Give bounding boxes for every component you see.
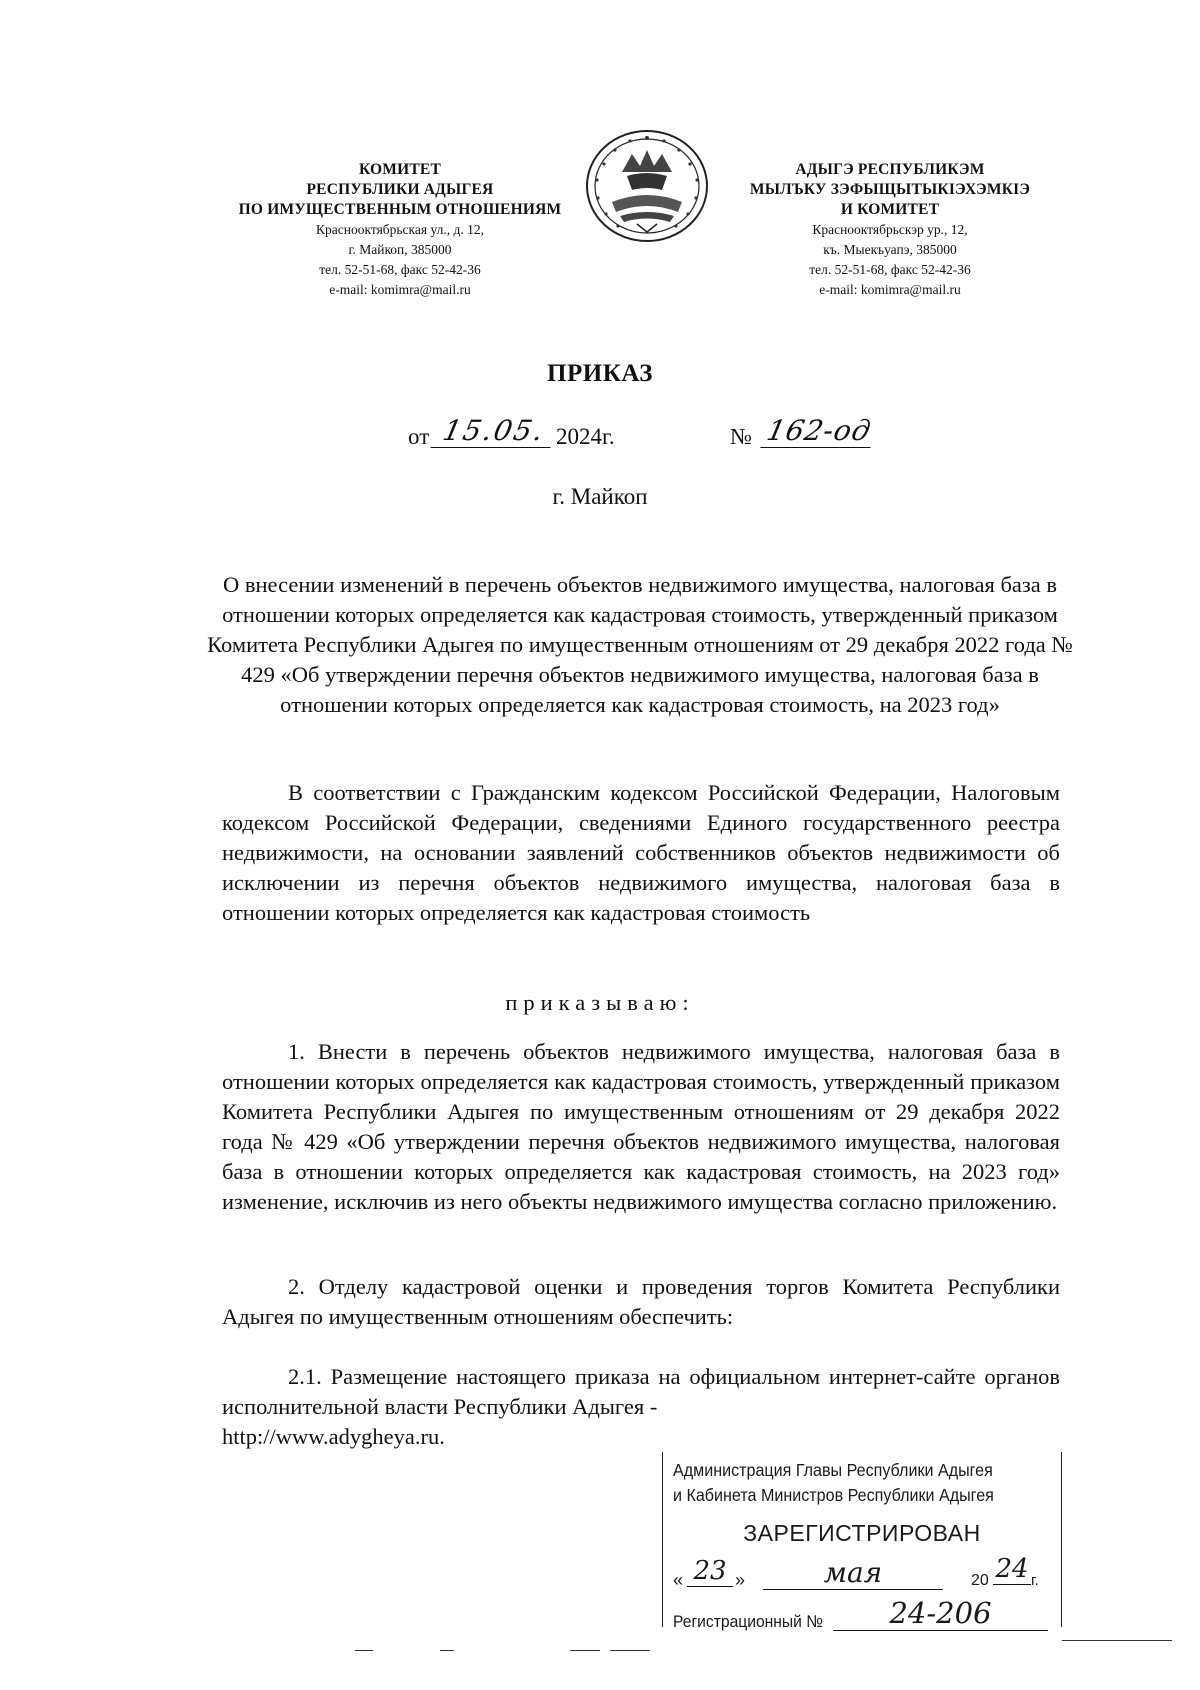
document-subject: О внесении изменений в перечень объектов недвижимого имущества, налоговая база в отношении которых определяется как кадастровая стоимость, утвержденный приказом Комитета Республики Адыгея по имущественным отношениям от 29 декабря 2022 года № 429 «Об утверждении перечня объектов недвижимого имущества, налоговая база в отношении которых определяется как кадастровая стоимость, на 2023 год»: [207, 572, 1073, 717]
handwritten-date: 15.05.: [430, 414, 557, 448]
org-city-adyghe: къ. Мыекъуапэ, 385000: [823, 242, 957, 257]
order-item-2: 2. Отделу кадастровой оценки и проведения торгов Комитета Республики Адыгея по имущественным отношениям обеспечить:: [222, 1274, 1060, 1329]
scan-mark: [440, 1650, 454, 1651]
org-address: Краснооктябрьская ул., д. 12,: [316, 222, 484, 237]
date-year: 2024г.: [556, 424, 615, 449]
stamp-authority-line2: и Кабинета Министров Республики Адыгея: [673, 1485, 994, 1505]
org-name-line3: ПО ИМУЩЕСТВЕННЫМ ОТНОШЕНИЯМ: [238, 201, 562, 218]
order-word: приказываю:: [505, 990, 695, 1015]
org-name-adyghe-line1: АДЫГЭ РЕСПУБЛИКЭМ: [795, 161, 985, 178]
order-item-1: 1. Внести в перечень объектов недвижимого имущества, налоговая база в отношении которых определяется как кадастровая стоимость, утвержденный приказом Комитета Республики Адыгея по имущественным отношениям от 29 декабря 2022 года № 429 «Об утверждении перечня объектов недвижимого имущества, налоговая база в отношении которых определяется как кадастровая стоимость, на 2023 год» изменение, исключив из него объекты недвижимого имущества согласно приложению.: [222, 1039, 1060, 1214]
org-name-adyghe-line2: МЫЛЪКУ ЗЭФЫЩЫТЫКIЭХЭМКIЭ: [749, 181, 1031, 198]
stamp-regnum-value: 24-206: [833, 1596, 1048, 1631]
stamp-year: 24: [993, 1554, 1031, 1585]
stamp-year-suffix: г.: [1031, 1572, 1039, 1589]
date-prefix: от: [408, 424, 430, 449]
org-phone: тел. 52-51-68, факс 52-42-36: [319, 262, 481, 277]
registration-stamp: [662, 1452, 1062, 1631]
scan-mark: [1062, 1640, 1172, 1641]
preamble-paragraph: В соответствии с Гражданским кодексом Российской Федерации, Налоговым кодексом Российской Федерации, сведениями Единого государственного реестра недвижимости, на основании заявлений собственников объектов недвижимости об исключении из перечня объектов недвижимого имущества, налоговая база в отношении которых определяется как кадастровая стоимость: [222, 780, 1060, 925]
scan-mark: [610, 1650, 650, 1651]
stamp-day: 23: [687, 1556, 733, 1587]
org-name-line1: КОМИТЕТ: [358, 161, 441, 178]
header-right: [720, 160, 1060, 300]
org-city: г. Майкоп, 385000: [348, 242, 452, 257]
org-name-line2: РЕСПУБЛИКИ АДЫГЕЯ: [306, 181, 494, 198]
adygea-coat-of-arms-icon: [582, 128, 712, 244]
org-email-adyghe: e-mail: komimra@mail.ru: [819, 282, 961, 297]
stamp-month: мая: [763, 1556, 943, 1590]
stamp-date: [673, 1554, 1058, 1594]
order-item-2-1: [222, 1362, 1060, 1452]
stamp-quote-close: »: [735, 1570, 746, 1590]
stamp-authority-line1: Администрация Главы Республики Адыгея: [673, 1460, 993, 1480]
stamp-registration-number: [673, 1596, 1058, 1636]
website-url: http://www.adygheya.ru.: [222, 1424, 445, 1449]
handwritten-number: 162-од: [760, 414, 877, 448]
stamp-quote-open: «: [673, 1570, 684, 1590]
order-item-2-1-text: 2.1. Размещение настоящего приказа на официальном интернет-сайте органов исполнительной власти Республики Адыгея -: [222, 1364, 1060, 1419]
header-left: [215, 160, 585, 300]
org-email: e-mail: komimra@mail.ru: [329, 282, 471, 297]
number-prefix: №: [730, 424, 752, 449]
org-address-adyghe: Краснооктябрьскэр ур., 12,: [812, 222, 968, 237]
stamp-year-prefix: 20: [971, 1572, 989, 1589]
stamp-regnum-label: Регистрационный №: [673, 1612, 824, 1631]
date-number-line: [0, 414, 1200, 458]
scan-mark: [570, 1650, 600, 1651]
org-name-adyghe-line3: И КОМИТЕТ: [840, 201, 940, 218]
document-city: г. Майкоп: [552, 484, 648, 509]
stamp-registered: ЗАРЕГИСТРИРОВАН: [743, 1520, 981, 1546]
scan-mark: [355, 1650, 373, 1651]
document-title: ПРИКАЗ: [547, 360, 653, 387]
org-phone-adyghe: тел. 52-51-68, факс 52-42-36: [809, 262, 971, 277]
